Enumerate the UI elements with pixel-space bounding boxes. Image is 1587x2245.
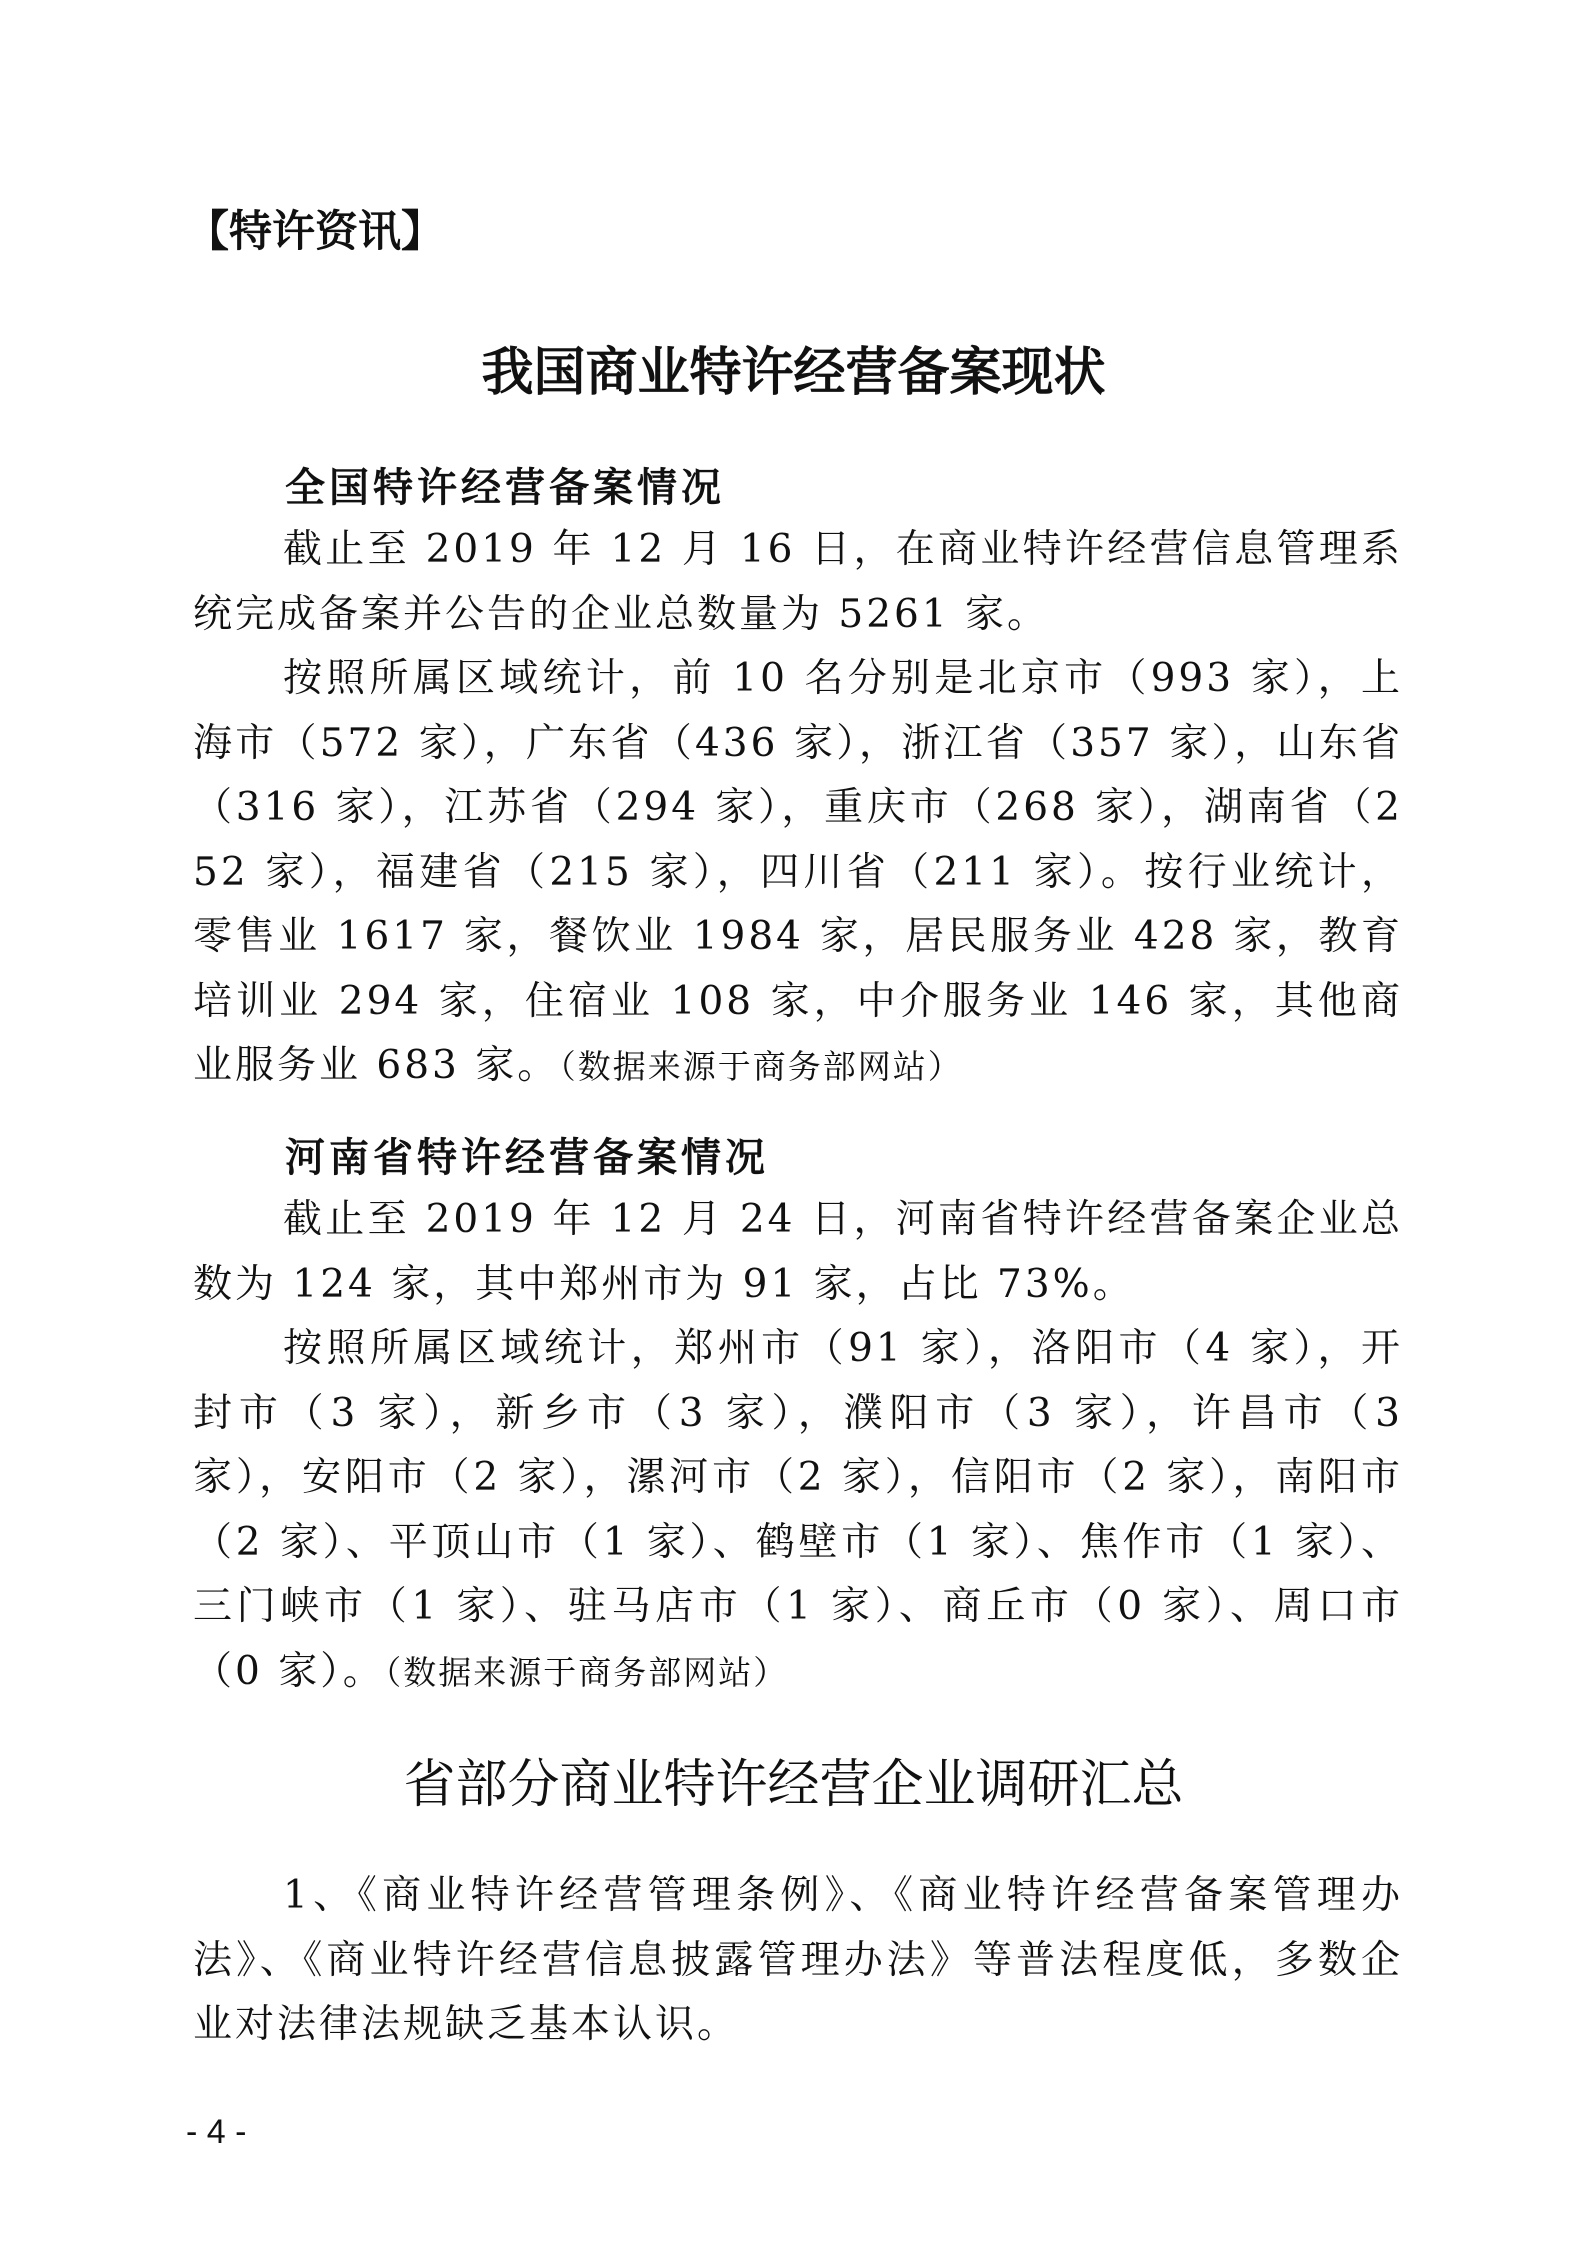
henan-heading: 河南省特许经营备案情况 [285, 1134, 769, 1181]
national-paragraph-2 [193, 647, 1403, 1100]
national-source-note: （数据来源于商务部网站） [559, 1047, 963, 1086]
national-paragraph-1: 截止至 2019 年 12 月 16 日，在商业特许经营信息管理系统完成备案并公告的企业总数量为 5261 家。 [193, 527, 1403, 637]
national-stats-text: 按照所属区域统计，前 10 名分别是北京市（993 家），上海市（572 家），广东省（436 家），浙江省（357 家），山东省（316 家），江苏省（294 家），重庆市（268 家），湖南省（252 家），福建省（215 家），四川省（211 家）。按行业统计，零售业 1617 家，餐饮业 1984 家，居民服务业 428 家，教育培训业 294 家，住宿业 108 家，中介服务业 146 家，其他商业服务业 683 家。 [193, 656, 1403, 1088]
national-heading: 全国特许经营备案情况 [285, 464, 725, 511]
page-number: - 4 - [186, 2113, 247, 2151]
survey-paragraph-1: 1、《商业特许经营管理条例》、《商业特许经营备案管理办法》、《商业特许经营信息披露管理办法》等普法程度低，多数企业对法律法规缺乏基本认识。 [193, 1873, 1403, 2047]
henan-paragraph-2 [193, 1317, 1403, 1705]
henan-paragraph-1: 截止至 2019 年 12 月 24 日，河南省特许经营备案企业总数为 124 家，其中郑州市为 91 家，占比 73%。 [193, 1197, 1403, 1307]
henan-stats-text: 按照所属区域统计，郑州市（91 家），洛阳市（4 家），开封市（3 家），新乡市（3 家），濮阳市（3 家），许昌市（3 家），安阳市（2 家），漯河市（2 家），信阳市（2 家），南阳市（2 家）、平顶山市（1 家）、鹤壁市（1 家）、焦作市（1 家）、三门峡市（1 家）、驻马店市（1 家）、商丘市（0 家）、周口市（0 家）。 [193, 1326, 1403, 1694]
henan-source-note: （数据来源于商务部网站） [384, 1652, 789, 1692]
section-tag: 【特许资讯】 [186, 207, 444, 257]
survey-title: 省部分商业特许经营企业调研汇总 [403, 1755, 1184, 1815]
article-title: 我国商业特许经营备案现状 [481, 343, 1106, 403]
